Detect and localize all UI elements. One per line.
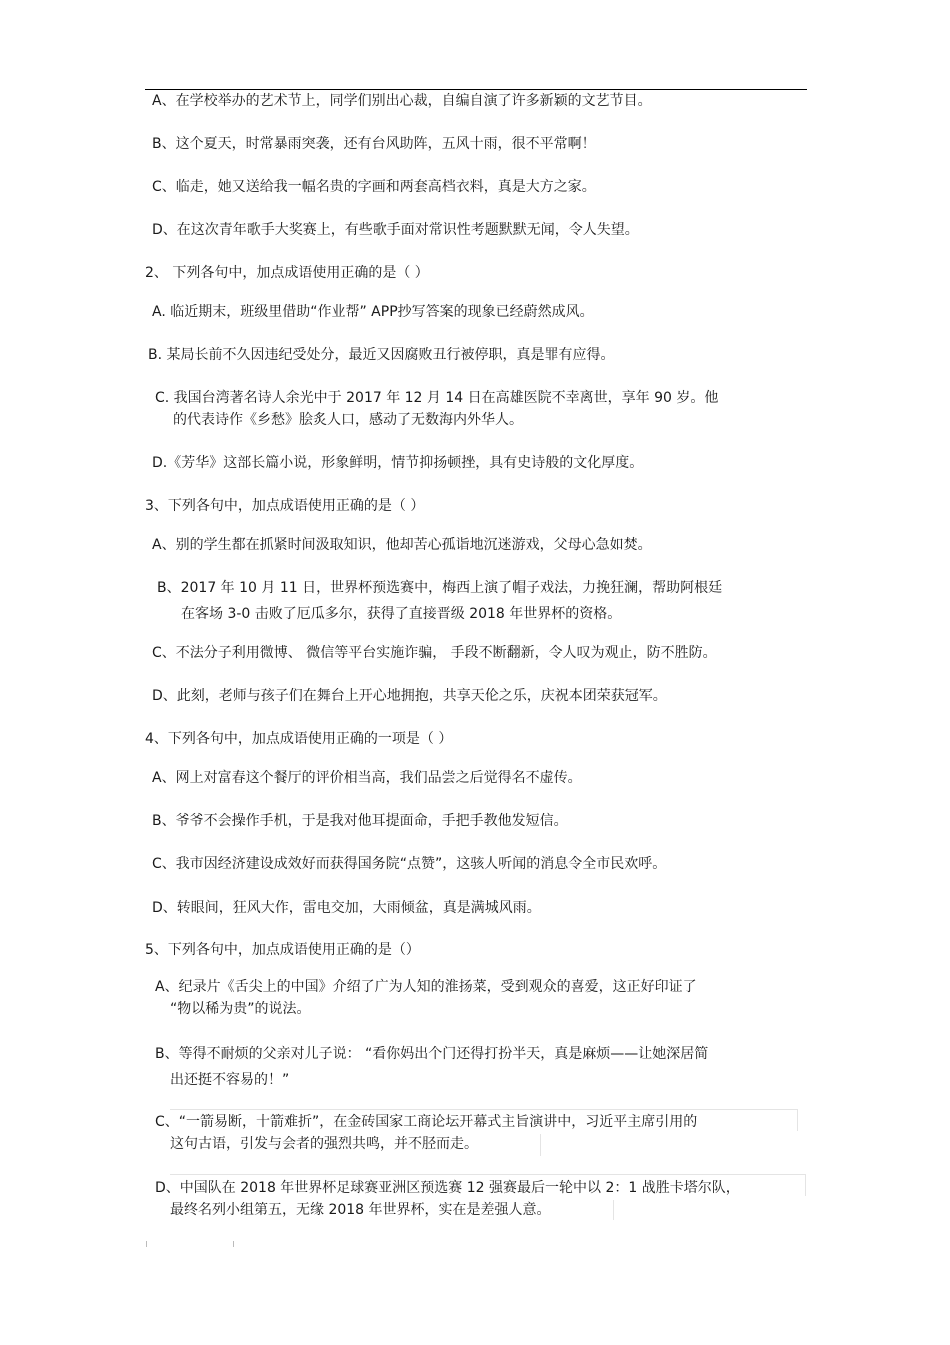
q4-option-d: D、转眼间，狂风大作，雷电交加，大雨倾盆，真是满城风雨。: [152, 900, 541, 916]
frame-line: [797, 1109, 798, 1131]
q3-option-c: C、不法分子利用微博、 微信等平台实施诈骗， 手段不断翻新，令人叹为观止，防不胜防。: [152, 645, 717, 661]
q5-option-c-line2: 这句古语，引发与会者的强烈共鸣，并不胫而走。: [170, 1136, 478, 1152]
q1-option-c: C、临走，她又送给我一幅名贵的字画和两套高档衣料，真是大方之家。: [152, 179, 596, 195]
q2-option-a: A. 临近期末，班级里借助“作业帮” APP抄写答案的现象已经蔚然成风。: [152, 304, 594, 320]
q2-option-c-line2: 的代表诗作《乡愁》脍炙人口，感动了无数海内外华人。: [173, 412, 523, 428]
footer-mark: [146, 1241, 147, 1247]
frame-line: [540, 1134, 541, 1156]
q5-option-b-line1: B、等得不耐烦的父亲对儿子说： “看你妈出个门还得打扮半天，真是麻烦——让她深居简: [155, 1046, 709, 1062]
q5-option-d-line2: 最终名列小组第五，无缘 2018 年世界杯，实在是差强人意。: [170, 1202, 551, 1218]
top-rule: [145, 89, 807, 90]
q2-option-d: D.《芳华》这部长篇小说，形象鲜明，情节抑扬顿挫，具有史诗般的文化厚度。: [152, 455, 644, 471]
frame-line: [170, 1174, 806, 1175]
q5-stem: 5、下列各句中，加点成语使用正确的是（）: [145, 942, 420, 958]
q1-option-a: A、在学校举办的艺术节上，同学们别出心裁，自编自演了许多新颖的文艺节目。: [152, 93, 652, 109]
q3-option-d: D、此刻，老师与孩子们在舞台上开心地拥抱，共享天伦之乐，庆祝本团荣获冠军。: [152, 688, 667, 704]
q1-option-d: D、在这次青年歌手大奖赛上，有些歌手面对常识性考题默默无闻，令人失望。: [152, 222, 639, 238]
q2-option-b: B. 某局长前不久因违纪受处分，最近又因腐败丑行被停职，真是罪有应得。: [148, 347, 615, 363]
frame-line: [613, 1200, 614, 1220]
q4-option-b: B、爷爷不会操作手机，于是我对他耳提面命，手把手教他发短信。: [152, 813, 568, 829]
q3-option-b-line1: B、2017 年 10 月 11 日，世界杯预选赛中，梅西上演了帽子戏法，力挽狂澜，帮助阿根廷: [157, 580, 723, 596]
frame-line: [805, 1174, 806, 1196]
q3-option-b-line2: 在客场 3-0 击败了厄瓜多尔，获得了直接晋级 2018 年世界杯的资格。: [181, 606, 622, 622]
q2-option-c-line1: C. 我国台湾著名诗人余光中于 2017 年 12 月 14 日在高雄医院不幸离世，享年 90 岁。他: [155, 390, 719, 406]
q4-option-a: A、网上对富春这个餐厅的评价相当高，我们品尝之后觉得名不虚传。: [152, 770, 582, 786]
q4-stem: 4、下列各句中，加点成语使用正确的一项是（ ）: [145, 731, 453, 747]
q1-option-b: B、这个夏天，时常暴雨突袭，还有台风助阵，五风十雨，很不平常啊！: [152, 136, 596, 152]
q2-stem: 2、 下列各句中，加点成语使用正确的是（ ）: [145, 265, 429, 281]
footer-mark: [233, 1241, 234, 1247]
q5-option-a-line1: A、纪录片《舌尖上的中国》介绍了广为人知的淮扬菜，受到观众的喜爱，这正好印证了: [155, 979, 697, 995]
q5-option-c-line1: C、“一箭易断，十箭难折”，在金砖国家工商论坛开幕式主旨演讲中，习近平主席引用的: [155, 1114, 698, 1130]
q3-stem: 3、下列各句中，加点成语使用正确的是（ ）: [145, 498, 425, 514]
q5-option-b-line2: 出还挺不容易的！”: [170, 1072, 290, 1088]
q4-option-c: C、我市因经济建设成效好而获得国务院“点赞”，这骇人听闻的消息令全市民欢呼。: [152, 856, 667, 872]
q5-option-d-line1: D、中国队在 2018 年世界杯足球赛亚洲区预选赛 12 强赛最后一轮中以 2：1 战胜卡塔尔队，: [155, 1180, 740, 1196]
q5-option-a-line2: “物以稀为贵”的说法。: [170, 1001, 311, 1017]
q3-option-a: A、别的学生都在抓紧时间汲取知识，他却苦心孤诣地沉迷游戏，父母心急如焚。: [152, 537, 652, 553]
frame-line: [170, 1109, 798, 1110]
